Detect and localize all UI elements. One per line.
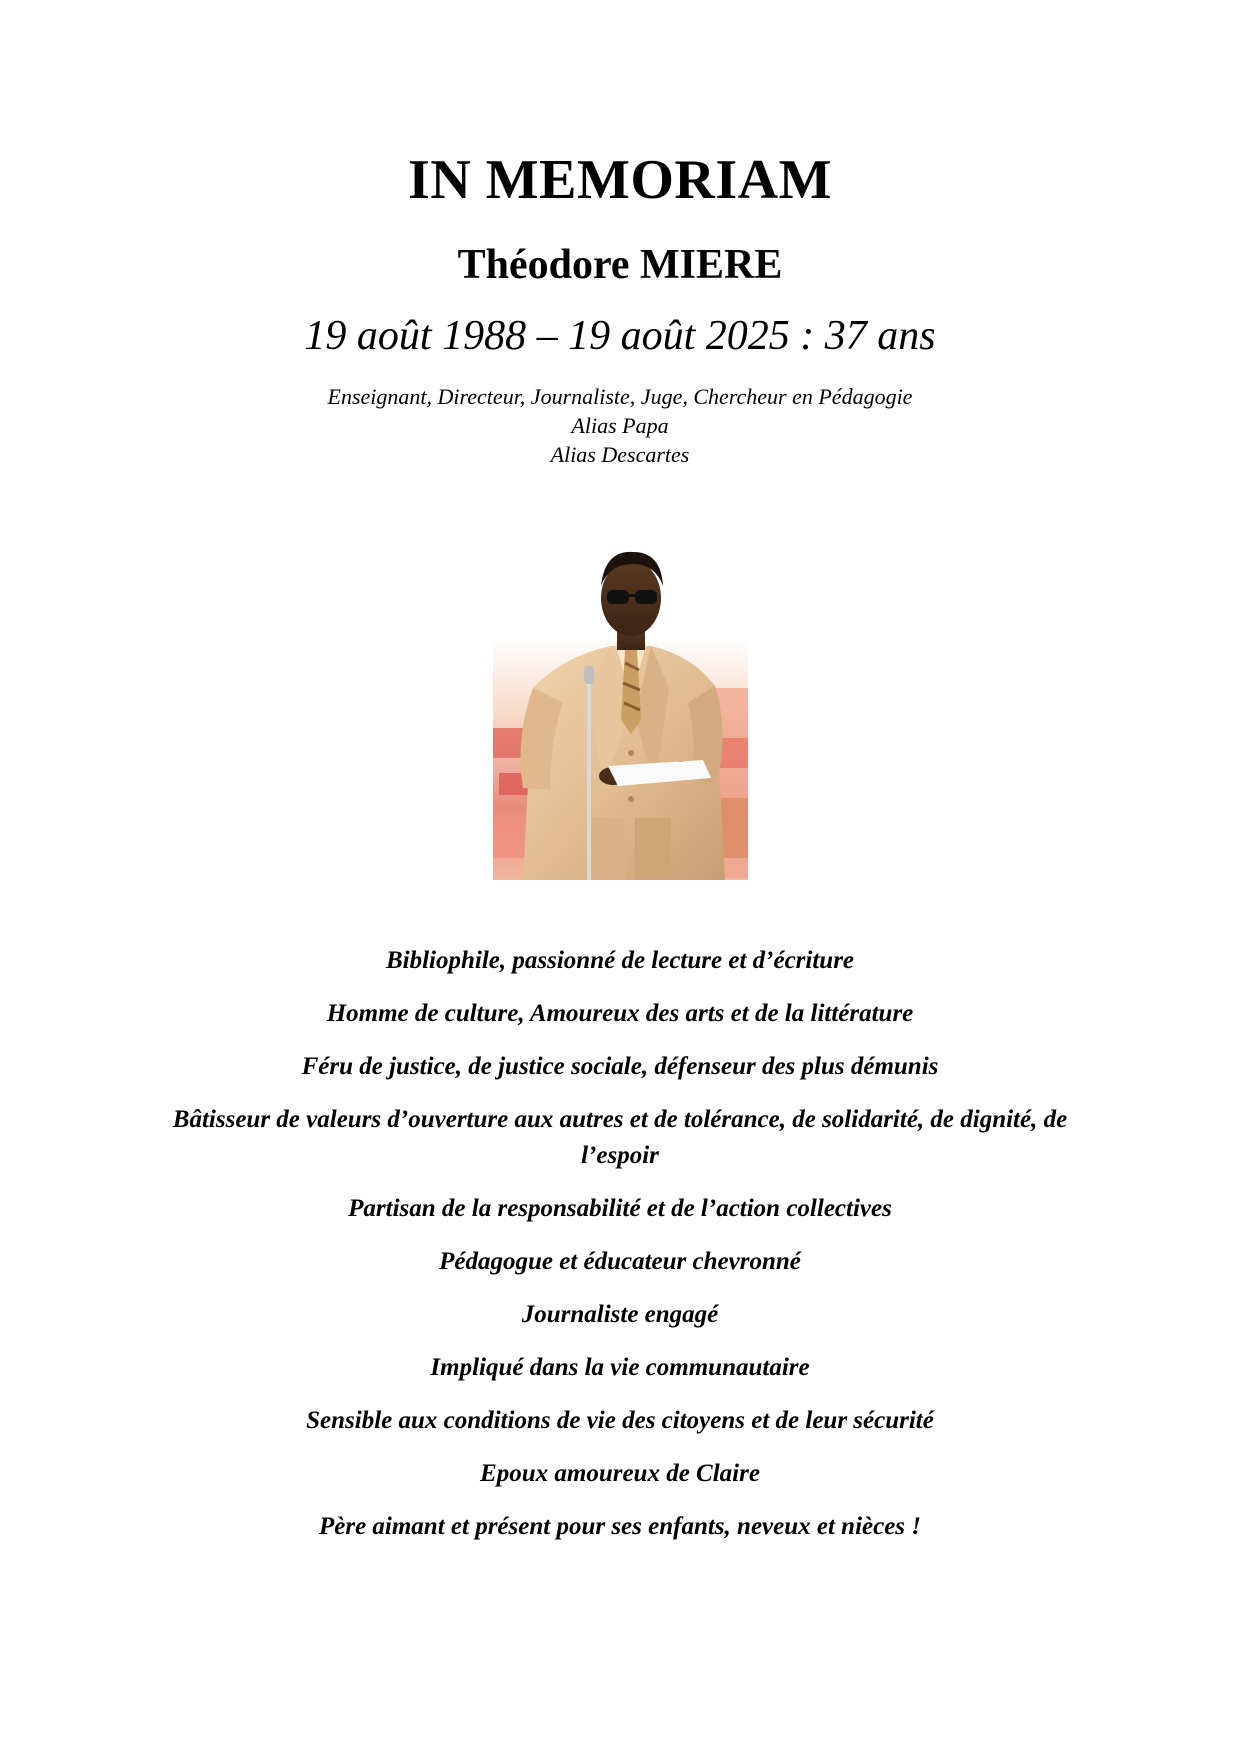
quality-line: Père aimant et présent pour ses enfants, neveux et nièces ! bbox=[318, 1513, 922, 1540]
quality-line: Bâtisseur de valeurs d’ouverture aux autres et de tolérance, de solidarité, de dignité, de l’espoir bbox=[172, 1106, 1068, 1169]
quality-line: Epoux amoureux de Claire bbox=[480, 1460, 760, 1487]
quality-line: Bibliophile, passionné de lecture et d’écriture bbox=[385, 947, 855, 974]
quality-line: Sensible aux conditions de vie des citoyens et de leur sécurité bbox=[306, 1407, 934, 1434]
portrait-illustration bbox=[493, 538, 748, 880]
memorial-dates: 19 août 1988 – 19 août 2025 : 37 ans bbox=[304, 313, 936, 359]
professions-line: Enseignant, Directeur, Journaliste, Juge, Chercheur en Pédagogie bbox=[327, 384, 913, 409]
quality-line: Féru de justice, de justice sociale, défenseur des plus démunis bbox=[301, 1053, 939, 1080]
alias-papa-line: Alias Papa bbox=[571, 413, 669, 438]
quality-line: Partisan de la responsabilité et de l’action collectives bbox=[348, 1195, 892, 1222]
alias-descartes-line: Alias Descartes bbox=[550, 442, 690, 467]
quality-line: Homme de culture, Amoureux des arts et de la littérature bbox=[326, 1000, 914, 1027]
quality-line: Journaliste engagé bbox=[521, 1301, 719, 1328]
qualities-list bbox=[140, 943, 1100, 1562]
portrait-photo bbox=[493, 538, 748, 880]
quality-line: Pédagogue et éducateur chevronné bbox=[439, 1248, 801, 1275]
roles-block bbox=[0, 382, 1240, 469]
page-title: IN MEMORIAM bbox=[408, 149, 832, 211]
person-name: Théodore MIERE bbox=[457, 242, 783, 288]
quality-line: Impliqué dans la vie communautaire bbox=[430, 1354, 810, 1381]
